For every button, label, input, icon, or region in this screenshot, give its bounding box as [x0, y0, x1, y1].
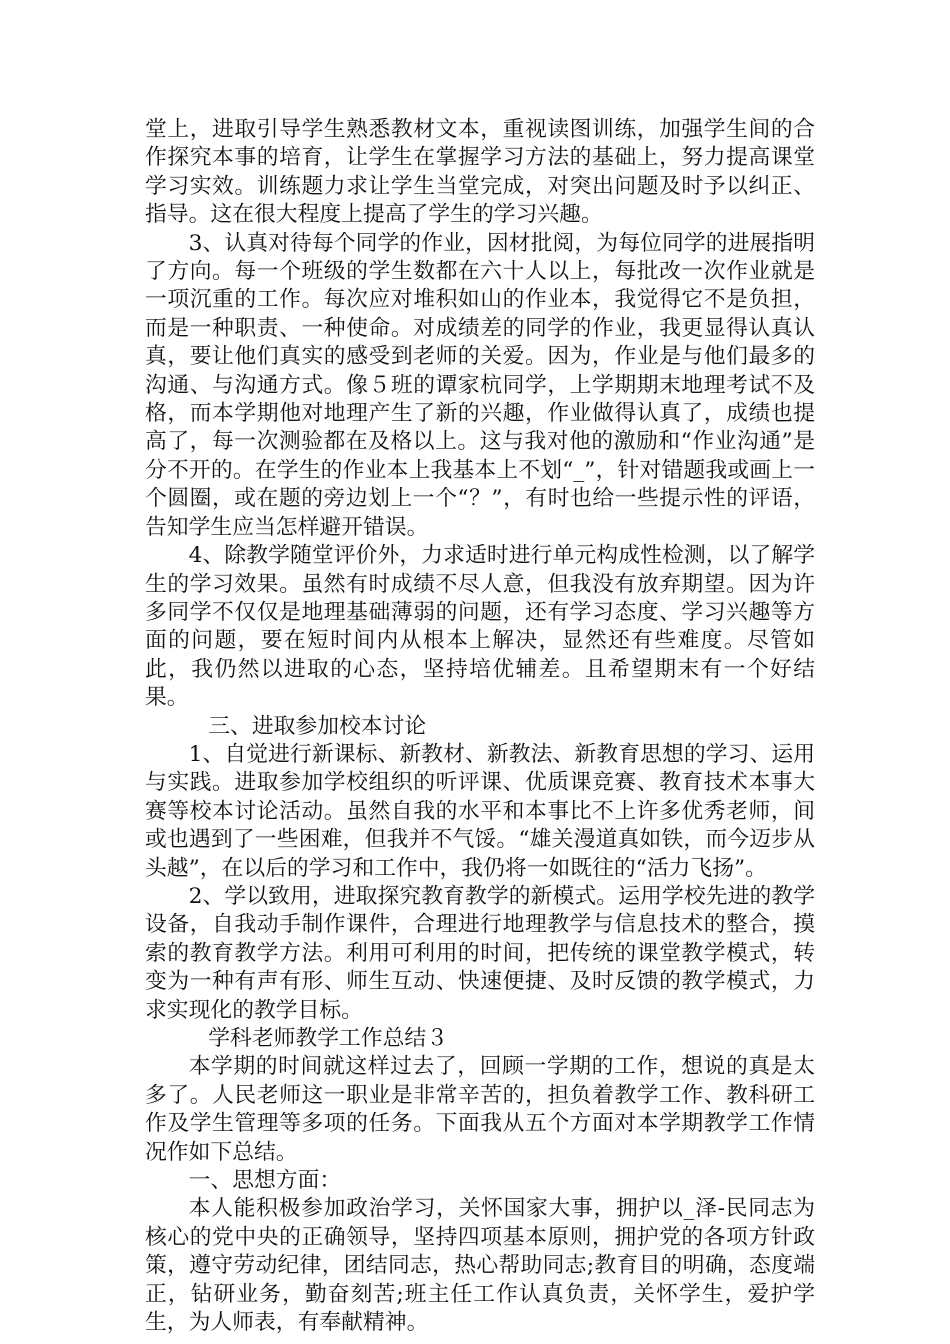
- section-heading-ideology: 一、思想方面：: [188, 1168, 342, 1194]
- paragraph-semester-intro: 本学期的时间就这样过去了，回顾一学期的工作，想说的真是太多了。人民老师这一职业是非常辛苦的，担负着教学工作、教科研工作及学生管理等多项的任务。下面我从五个方面对本学期教学工作情况作如下总结。: [145, 1054, 815, 1165]
- paragraph-new-curriculum-study: 1、自觉进行新课标、新教材、新教法、新教育思想的学习、运用与实践。进取参加学校组织的听评课、优质课竞赛、教育技术本事大赛等校本讨论活动。虽然自我的水平和本事比不上许多优秀老师，间或也遇到了一些困难，但我并不气馁。“雄关漫道真如铁，而今迈步从头越”，在以后的学习和工作中，我仍将一如既往的“活力飞扬”。: [145, 741, 815, 881]
- paragraph-homework-review: 3、认真对待每个同学的作业，因材批阅，为每位同学的进展指明了方向。每一个班级的学生数都在六十人以上，每批改一次作业就是一项沉重的工作。每次应对堆积如山的作业本，我觉得它不是负担，而是一种职责、一种使命。对成绩差的同学的作业，我更显得认真认真，要让他们真实的感受到老师的关爱。因为，作业是与他们最多的沟通、与沟通方式。像５班的谭家杭同学，上学期期末地理考试不及格，而本学期他对地理产生了新的兴趣，作业做得认真了，成绩也提高了，每一次测验都在及格以上。这与我对他的激励和“作业沟通”是分不开的。在学生的作业本上我基本上不划“_”，针对错题我或画上一个圆圈，或在题的旁边划上一个“？”，有时也给一些提示性的评语，告知学生应当怎样避开错误。: [145, 230, 815, 540]
- paragraph-unit-testing: 4、除教学随堂评价外，力求适时进行单元构成性检测，以了解学生的学习效果。虽然有时成绩不尽人意，但我没有放弃期望。因为许多同学不仅仅是地理基础薄弱的问题，还有学习态度、学习兴趣等方面的问题，要在短时间内从根本上解决，显然还有些难度。尽管如此，我仍然以进取的心态，坚持培优辅差。且希望期末有一个好结果。: [145, 543, 815, 711]
- section-heading-school-research: 三、进取参加校本讨论: [208, 713, 427, 739]
- document-title-summary-3: 学科老师教学工作总结３: [208, 1026, 448, 1051]
- document-page: [145, 116, 815, 1337]
- paragraph-classroom-guidance: 堂上，进取引导学生熟悉教材文本，重视读图训练，加强学生间的合作探究本事的培育，让学生在掌握学习方法的基础上，努力提高课堂学习实效。训练题力求让学生当堂完成，对突出问题及时予以纠正、指导。这在很大程度上提高了学生的学习兴趣。: [145, 117, 815, 228]
- paragraph-ideology-details: 本人能积极参加政治学习，关怀国家大事，拥护以_泽-民同志为核心的党中央的正确领导，坚持四项基本原则，拥护党的各项方针政策，遵守劳动纪律，团结同志，热心帮助同志;教育目的明确，态度端正，钻研业务，勤奋刻苦;班主任工作认真负责，关怀学生，爱护学生，为人师表，有奉献精神。: [145, 1196, 815, 1336]
- paragraph-new-teaching-model: 2、学以致用，进取探究教育教学的新模式。运用学校先进的教学设备，自我动手制作课件，合理进行地理教学与信息技术的整合，摸索的教育教学方法。利用可利用的时间，把传统的课堂教学模式，转变为一种有声有形、师生互动、快速便捷、及时反馈的教学模式，力求实现化的教学目标。: [145, 883, 815, 1023]
